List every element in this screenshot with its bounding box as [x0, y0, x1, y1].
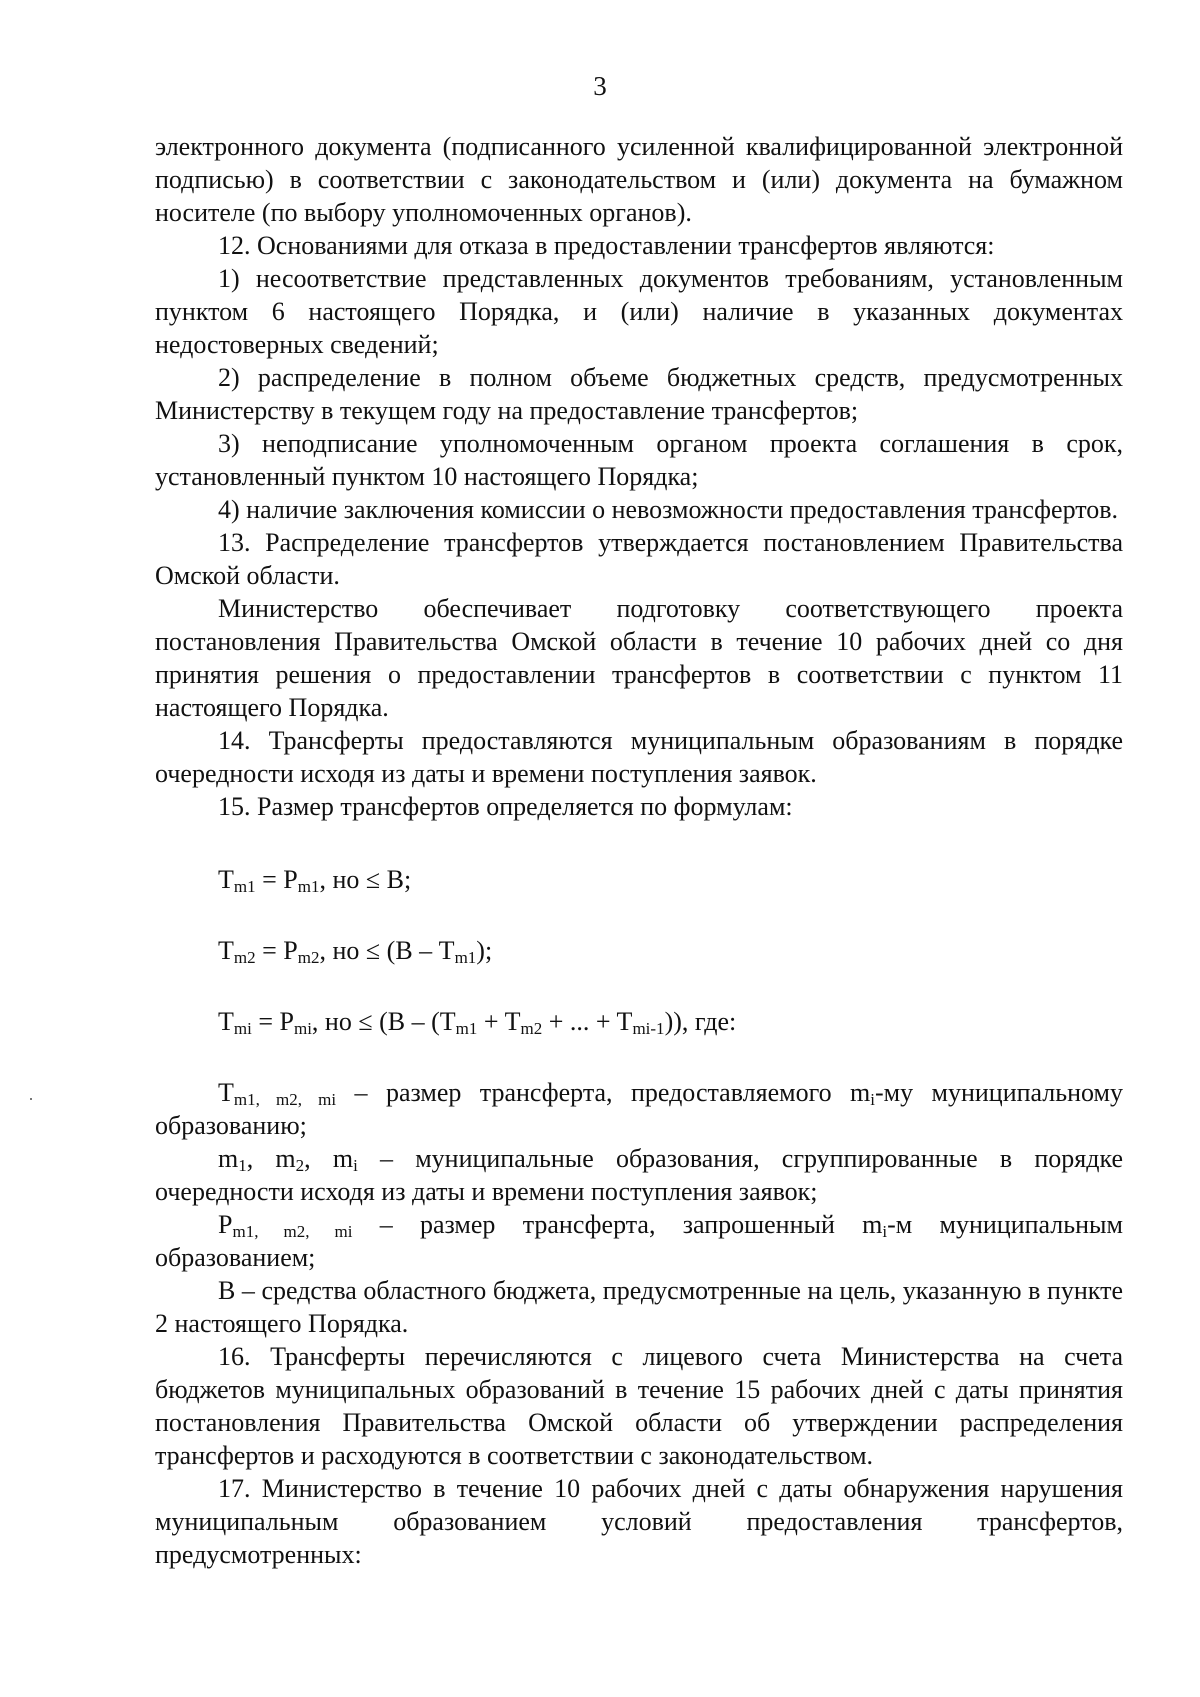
formula-2: $T_{m2} = P_{m2}$, но ≤ $(В - T_{m1})$; [218, 936, 493, 967]
paragraph-12-item-1: 1) несоответствие представленных документов требованиям, установленным пунктом 6 настоящего Порядка, и (или) наличие в указанных документах недостоверных сведений; [155, 264, 1123, 359]
definition-p: $P_{m1, m2, mi}$ – размер трансферта, запрошенный $m_i-м$ муниципальным образованием; [155, 1210, 1123, 1272]
paragraph-12-item-2: 2) распределение в полном объеме бюджетных средств, предусмотренных Министерству в текущем году на предоставление трансфертов; [155, 363, 1123, 425]
paragraph-12-item-4: 4) наличие заключения комиссии о невозможности предоставления трансфертов. [218, 495, 1119, 524]
definition-m: $m_1$, $m_2$, $m_i$ – муниципальные образования, сгруппированные в порядке очередности исходя из даты и времени поступления заявок; [155, 1144, 1123, 1206]
paragraph-17: 17. Министерство в течение 10 рабочих дней с даты обнаружения нарушения муниципальным образованием условий предоставления трансфертов, предусмотренных: [155, 1474, 1123, 1569]
definition-t: $T_{m1, m2, mi}$ – размер трансферта, предоставляемого $m_i-му$ муниципальному образованию; [155, 1078, 1123, 1140]
paragraph-15: 15. Размер трансфертов определяется по формулам: [218, 792, 793, 821]
paragraph-14: 14. Трансферты предоставляются муниципальным образованиям в порядке очередности исходя из даты и времени поступления заявок. [155, 726, 1123, 788]
paragraph-continuation: электронного документа (подписанного усиленной квалифицированной электронной подписью) в соответствии с законодательством и (или) документа на бумажном носителе (по выбору уполномоченных органов). [155, 132, 1123, 227]
paragraph-12-item-3: 3) неподписание уполномоченным органом проекта соглашения в срок, установленный пунктом 10 настоящего Порядка; [155, 429, 1123, 491]
paragraph-13: 13. Распределение трансфертов утверждается постановлением Правительства Омской области. [155, 528, 1123, 590]
formula-3: $T_{mi} = P_{mi}$, но ≤ ($В - (T_{m1} + T_{m2}$ + ... + $T_{mi-1}$)), где: [218, 1007, 737, 1038]
scan-speck [30, 1098, 32, 1100]
paragraph-12: 12. Основаниями для отказа в предоставлении трансфертов являются: [218, 231, 995, 260]
paragraph-16: 16. Трансферты перечисляются с лицевого счета Министерства на счета бюджетов муниципальных образований в течение 15 рабочих дней с даты принятия постановления Правительства Омской области об утверждении распределения трансфертов и расходуются в соответствии с законодательством. [155, 1342, 1123, 1470]
formula-1: $T_{m1} = P_{m1}$, но ≤ В; [218, 865, 412, 896]
page-number: 3 [593, 71, 607, 101]
document-body [155, 130, 1123, 1571]
paragraph-13-second: Министерство обеспечивает подготовку соответствующего проекта постановления Правительства Омской области в течение 10 рабочих дней со дня принятия решения о предоставлении трансфертов в соответствии с пунктом 11 настоящего Порядка. [155, 594, 1123, 722]
definition-b: В – средства областного бюджета, предусмотренные на цель, указанную в пункте 2 настоящего Порядка. [155, 1276, 1123, 1338]
